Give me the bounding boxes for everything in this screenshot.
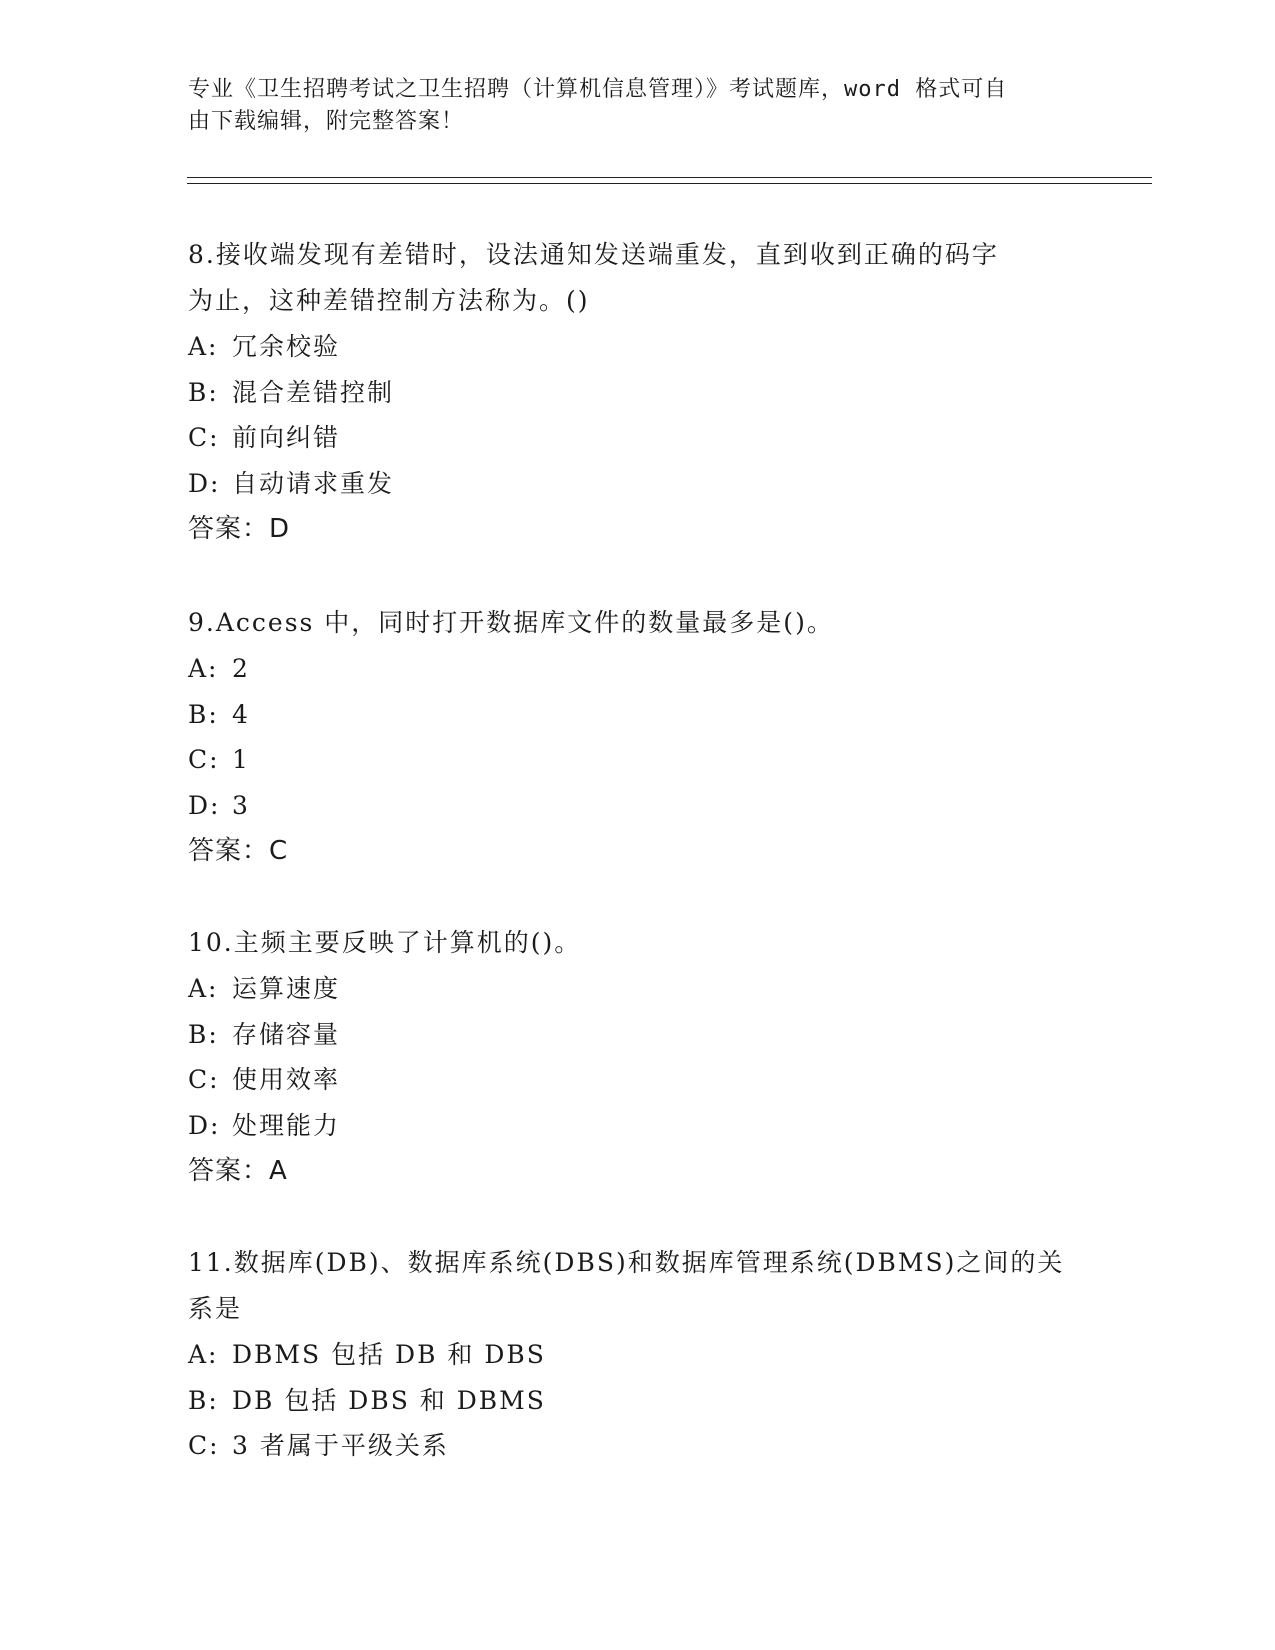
header-divider-top — [187, 177, 1152, 178]
option-text: 运算速度 — [232, 974, 341, 1003]
option-text: 处理能力 — [232, 1110, 341, 1140]
answer: 答案：C — [188, 836, 289, 866]
option-label: A: — [188, 332, 219, 361]
option-d — [188, 461, 1068, 507]
option-text: 使用效率 — [232, 1065, 341, 1094]
option-text: 3 者属于平级关系 — [232, 1431, 449, 1460]
header-line-2: 由下载编辑，附完整答案！ — [188, 109, 465, 134]
header-line-1: 专业《卫生招聘考试之卫生招聘（计算机信息管理）》考试题库，word 格式可自 — [188, 77, 1008, 102]
question-text-line: 为止，这种差错控制方法称为。() — [188, 286, 590, 315]
answer: 答案：A — [188, 1156, 288, 1186]
question-text-line: 8.接收端发现有差错时，设法通知发送端重发，直到收到正确的码字 — [188, 240, 999, 269]
option-text: DBMS 包括 DB 和 DBS — [232, 1340, 546, 1369]
option-label: B: — [188, 1385, 219, 1415]
option-text: 自动请求重发 — [232, 468, 395, 498]
option-label: C: — [188, 745, 220, 774]
option-b — [188, 1012, 1068, 1058]
question-11 — [188, 1240, 1068, 1469]
option-label: D: — [188, 1110, 221, 1140]
option-text: 2 — [232, 654, 250, 683]
option-c — [188, 1423, 1068, 1469]
option-label: B: — [188, 1019, 219, 1049]
option-text: 冗余校验 — [232, 332, 341, 361]
question-9 — [188, 600, 1068, 874]
question-10 — [188, 920, 1068, 1194]
option-a — [188, 324, 1068, 370]
option-c — [188, 415, 1068, 461]
option-b — [188, 692, 1068, 738]
option-label: A: — [188, 654, 219, 683]
option-text: 存储容量 — [232, 1019, 341, 1049]
question-text-line: 11.数据库(DB)、数据库系统(DBS)和数据库管理系统(DBMS)之间的关 — [188, 1248, 1065, 1277]
option-label: A: — [188, 974, 219, 1003]
header-divider-bottom — [187, 183, 1152, 184]
option-label: C: — [188, 1431, 220, 1460]
option-label: D: — [188, 468, 221, 498]
document-header — [188, 74, 1068, 138]
option-d — [188, 1103, 1068, 1149]
question-text-line: 9.Access 中，同时打开数据库文件的数量最多是()。 — [188, 608, 834, 637]
option-text: 前向纠错 — [232, 423, 341, 452]
option-text: 4 — [232, 699, 250, 729]
option-a — [188, 966, 1068, 1012]
option-a — [188, 646, 1068, 692]
answer: 答案：D — [188, 514, 291, 544]
option-label: D: — [188, 790, 221, 820]
option-c — [188, 737, 1068, 783]
option-d — [188, 783, 1068, 829]
option-text: 1 — [232, 745, 250, 774]
option-text: 混合差错控制 — [232, 377, 395, 407]
option-b — [188, 1378, 1068, 1424]
question-8 — [188, 232, 1068, 552]
option-b — [188, 370, 1068, 416]
option-text: 3 — [232, 790, 250, 820]
option-text: DB 包括 DBS 和 DBMS — [232, 1385, 546, 1415]
option-a — [188, 1332, 1068, 1378]
option-label: C: — [188, 423, 220, 452]
question-text-line: 系是 — [188, 1294, 243, 1323]
option-label: A: — [188, 1340, 219, 1369]
option-c — [188, 1057, 1068, 1103]
option-label: C: — [188, 1065, 220, 1094]
option-label: B: — [188, 699, 219, 729]
option-label: B: — [188, 377, 219, 407]
question-text-line: 10.主频主要反映了计算机的()。 — [188, 928, 582, 957]
